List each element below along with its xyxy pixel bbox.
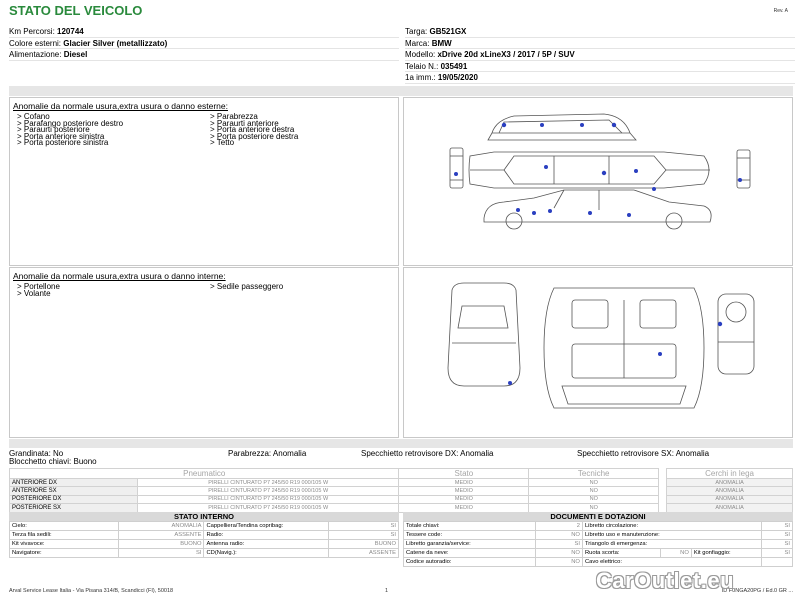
damage-marker [738,178,742,182]
section-divider [9,439,793,448]
tyre-tecniche: NO [529,479,659,487]
list-item: > Tetto [210,138,235,148]
damage-marker [532,211,536,215]
damage-marker [718,322,722,326]
damage-marker [588,211,592,215]
documenti-title: DOCUMENTI E DOTAZIONI [403,512,793,521]
list-item: > Parafango posteriore destro [17,118,124,128]
field-label: Kit vivavoce: [10,540,119,549]
table-row [10,504,793,512]
exterior-damage-list-1 [17,114,123,147]
tyre-position: ANTERIORE SX [10,487,138,495]
page-title: STATO DEL VEICOLO [9,3,143,18]
tyre-tecniche: NO [529,504,659,512]
info-label: Colore esterni: [9,38,62,48]
list-item: > Sedile passeggero [210,282,284,291]
info-value: Diesel [63,50,88,59]
field-value: SI [761,540,792,549]
car-exterior-diagram [404,98,792,265]
info-value: 035491 [440,61,468,71]
field-label: Terza fila sedili: [10,531,119,540]
info-value: GB521GX [429,27,467,36]
revision-label: Rev. A [773,8,788,14]
info-label: Km Percorsi: [9,27,55,36]
field-label: Libretto circolazione: [582,522,761,531]
damage-marker [580,123,584,127]
field-label: CD(Navig.): [204,549,328,558]
info-row-telaio [405,61,795,73]
exterior-damage-panel [9,97,399,266]
table-row [10,487,793,495]
vehicle-info-left [9,26,399,61]
stato-interno-section [9,512,399,558]
exterior-diagram-panel [403,97,793,266]
specchietto-sx-status: Specchietto retrovisore SX: Anomalia [577,449,710,458]
list-item: > Parabrezza [210,112,258,121]
info-label: Telaio N.: [405,61,439,71]
info-row-marca [405,38,795,50]
field-value: NO [536,558,583,567]
tyre-stato: MEDIO [399,479,529,487]
field-label: Tessere code: [404,531,536,540]
field-value: ASSENTE [118,531,204,540]
tyre-cerchi: ANOMALIA [667,495,793,503]
info-value: 19/05/2020 [437,73,478,82]
field-label: Libretto garanzia/service: [404,540,536,549]
field-label: Totale chiavi: [404,522,536,531]
info-label: Targa: [405,27,428,36]
field-value: SI [328,531,398,540]
field-value: SI [761,531,792,540]
field-label: Radio: [204,531,328,540]
field-value: ANOMALIA [118,522,204,531]
col-header-tecniche: Tecniche [529,469,659,479]
field-label: Cielo: [10,522,119,531]
damage-marker [508,381,512,385]
field-label: Kit gonfiaggio: [691,549,761,558]
tyre-model: PIRELLI CINTURATO P7 245/50 R19 000/105 W [137,487,399,495]
table-row [404,531,793,540]
list-item: > Porta posteriore sinistra [17,138,109,148]
list-item: > Porta anteriore destra [210,125,295,135]
field-value [761,558,792,567]
specchietto-dx-status: Specchietto retrovisore DX: Anomalia [361,449,494,458]
info-row-targa [405,26,795,38]
info-value: 120744 [57,27,84,36]
stato-interno-title: STATO INTERNO [9,512,399,521]
field-label: Cappelliera/Tendina copribag: [204,522,328,531]
info-label: Alimentazione: [9,50,62,59]
list-item: > Paraurti posteriore [17,125,90,135]
field-value: BUONO [118,540,204,549]
info-value: BMW [431,38,452,48]
documenti-table [403,521,793,567]
interior-damage-title: Anomalie da normale usura,extra usura o danno interne: [13,271,226,281]
exterior-damage-title: Anomalie da normale usura,extra usura o danno esterne: [13,101,228,111]
info-value: Glacier Silver (metallizzato) [63,38,168,48]
tyre-position: POSTERIORE SX [10,504,138,512]
stato-interno-table [9,521,399,558]
table-row [404,558,793,567]
col-header-stato: Stato [399,469,529,479]
tyre-stato: MEDIO [399,495,529,503]
field-value: SI [536,540,583,549]
interior-damage-markers [508,322,722,385]
tyres-table [9,468,793,513]
tyre-cerchi: ANOMALIA [667,479,793,487]
blocchetto-chiavi-status: Blocchetto chiavi: Buono [9,457,97,466]
table-row [404,549,793,558]
vehicle-info-right [405,26,795,84]
info-value: xDrive 20d xLineX3 / 2017 / 5P / SUV [437,50,575,59]
exterior-damage-list-2 [210,114,298,147]
info-row-modello [405,49,795,61]
interior-damage-panel [9,267,399,438]
info-label: 1a imm.: [405,73,436,82]
parabrezza-status: Parabrezza: Anomalia [228,449,307,458]
damage-marker [658,352,662,356]
field-label: Cavo elettrico: [582,558,761,567]
damage-marker [634,169,638,173]
tyre-tecniche: NO [529,495,659,503]
tyre-stato: MEDIO [399,487,529,495]
field-value: NO [536,531,583,540]
field-value: SI [328,522,398,531]
field-value: SI [761,549,792,558]
field-label: Libretto uso e manutenzione: [582,531,761,540]
field-label: Codice autoradio: [404,558,536,567]
tyre-model: PIRELLI CINTURATO P7 245/50 R19 000/105 W [137,504,399,512]
grandinata-status: Grandinata: No [9,449,64,458]
footer-code: ID F0NGA20PG / Ed.0 GR ... [721,588,793,594]
tyre-cerchi: ANOMALIA [667,504,793,512]
field-value: ASSENTE [328,549,398,558]
field-value: 2 [536,522,583,531]
damage-marker [548,209,552,213]
damage-marker [652,187,656,191]
table-row [10,495,793,503]
car-interior-diagram [404,268,792,437]
table-header-row [10,469,793,479]
damage-marker [627,213,631,217]
watermark: CarOutlet.eu [596,568,735,593]
table-row [10,540,399,549]
damage-marker [602,171,606,175]
tyre-stato: MEDIO [399,504,529,512]
tyre-model: PIRELLI CINTURATO P7 245/50 R19 000/105 W [137,479,399,487]
tyre-model: PIRELLI CINTURATO P7 245/50 R19 000/105 W [137,495,399,503]
interior-diagram-panel [403,267,793,438]
field-label: Ruota scorta: [582,549,660,558]
info-row-immatricolazione [405,72,795,84]
documenti-section [403,512,793,567]
damage-marker [612,123,616,127]
list-item: > Porta posteriore destra [210,131,299,141]
page-number: 1 [385,588,389,594]
damage-marker [502,123,506,127]
field-label: Catene da neve: [404,549,536,558]
tyre-tecniche: NO [529,487,659,495]
table-row [10,522,399,531]
col-header-cerchi: Cerchi in lega [667,469,793,479]
table-row [10,479,793,487]
info-row-alimentazione [9,49,399,61]
field-value: BUONO [328,540,398,549]
list-item: > Porta anteriore sinistra [17,131,105,141]
tyre-position: ANTERIORE DX [10,479,138,487]
list-item: > Cofano [17,112,50,121]
field-value: NO [660,549,691,558]
info-label: Modello: [405,50,436,59]
info-label: Marca: [405,38,430,48]
field-value: SI [118,549,204,558]
table-row [404,522,793,531]
field-value: SI [761,522,792,531]
table-row [10,531,399,540]
table-row [10,549,399,558]
damage-marker [544,165,548,169]
field-label: Triangolo di emergenza: [582,540,761,549]
col-header-pneumatico: Pneumatico [10,469,399,479]
footer-address: Arval Service Lease Italia - Via Pisana 314/B, Scandicci (FI), 50018 [9,588,174,594]
damage-marker [454,172,458,176]
list-item: > Portellone [17,282,60,291]
section-divider [9,86,793,96]
list-item: > Volante [17,288,51,298]
interior-damage-list-2 [210,284,283,291]
info-row-colore [9,38,399,50]
field-label: Antenna radio: [204,540,328,549]
field-label: Navigatore: [10,549,119,558]
tyre-position: POSTERIORE DX [10,495,138,503]
list-item: > Paraurti anteriore [210,118,279,128]
field-value: NO [536,549,583,558]
damage-marker [540,123,544,127]
tyre-cerchi: ANOMALIA [667,487,793,495]
damage-marker [516,208,520,212]
table-row [404,540,793,549]
interior-damage-list-1 [17,284,60,297]
info-row-km [9,26,399,38]
